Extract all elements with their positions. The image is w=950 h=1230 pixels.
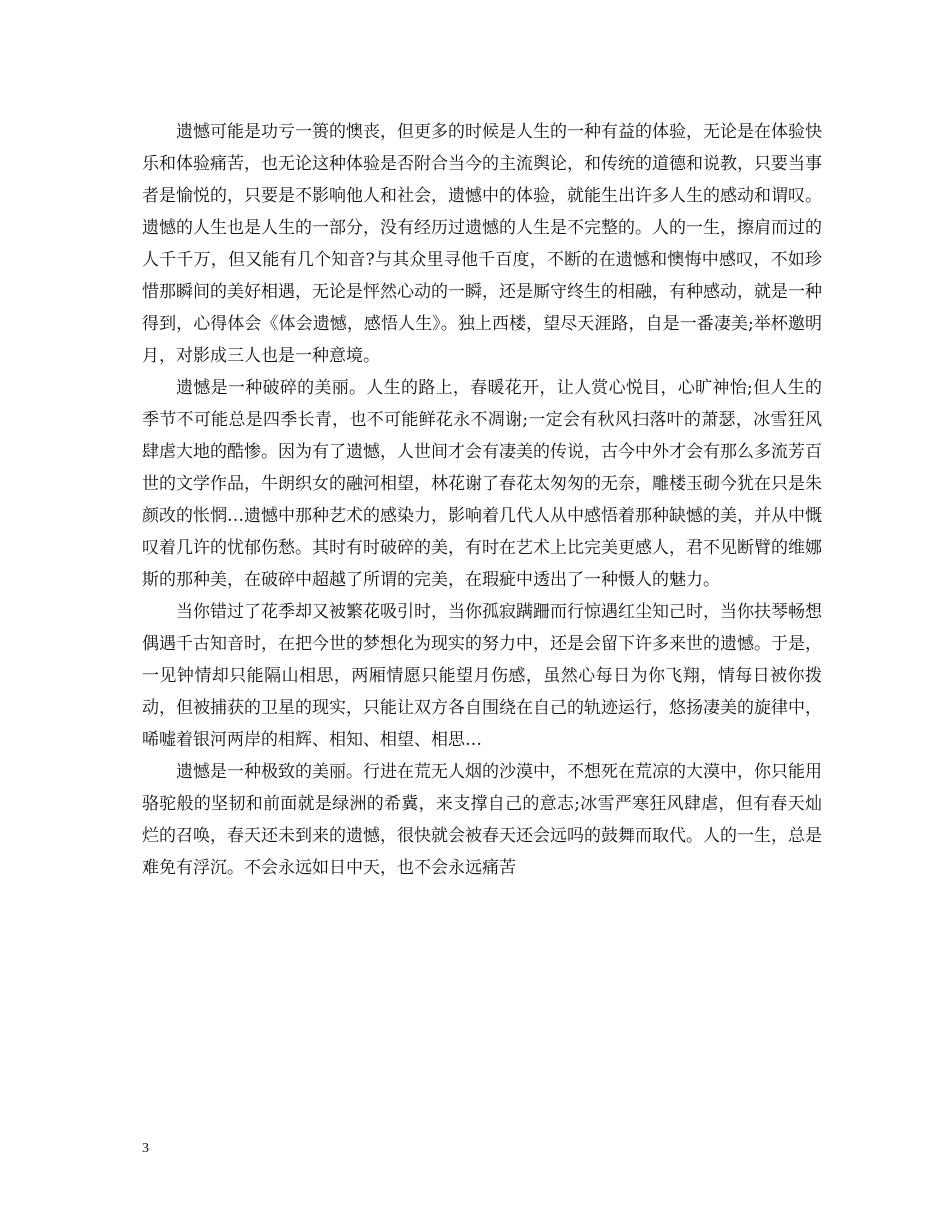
paragraph-3: 当你错过了花季却又被繁花吸引时，当你孤寂蹒跚而行惊遇红尘知己时，当你扶琴畅想偶遇千古知音时，在把今世的梦想化为现实的努力中，还是会留下许多来世的遗憾。于是，一见钟情却只能隔山相思，两厢情愿只能望月伤感，虽然心每日为你飞翔，情每日被你拨动，但被捕获的卫星的现实，只能让双方各自围绕在自己的轨迹运行，悠扬凄美的旋律中，唏嘘着银河两岸的相辉、相知、相望、相思… [142, 602, 822, 750]
document-body [142, 116, 822, 884]
paragraph-2: 遗憾是一种破碎的美丽。人生的路上，春暖花开，让人赏心悦目，心旷神怡;但人生的季节不可能总是四季长青，也不可能鲜花永不凋谢;一定会有秋风扫落叶的萧瑟，冰雪狂风肆虐大地的酷惨。因为有了遗憾，人世间才会有凄美的传说，古今中外才会有那么多流芳百世的文学作品，牛朗织女的融河相望，林花谢了春花太匆匆的无奈，雕楼玉砌今犹在只是朱颜改的怅惘…遗憾中那种艺术的感染力，影响着几代人从中感悟着那种缺憾的美，并从中慨叹着几许的忧郁伤愁。其时有时破碎的美，有时在艺术上比完美更感人，君不见断臂的维娜斯的那种美，在破碎中超越了所谓的完美，在瑕疵中透出了一种慑人的魅力。 [142, 378, 822, 590]
page-number: 3 [142, 1141, 149, 1156]
paragraph-1: 遗憾可能是功亏一篑的懊丧，但更多的时候是人生的一种有益的体验，无论是在体验快乐和体验痛苦，也无论这种体验是否附合当今的主流舆论，和传统的道德和说教，只要当事者是愉悦的，只要是不影响他人和社会，遗憾中的体验，就能生出许多人生的感动和谓叹。遗憾的人生也是人生的一部分，没有经历过遗憾的人生是不完整的。人的一生，擦肩而过的人千千万，但又能有几个知音?与其众里寻他千百度，不断的在遗憾和懊悔中感叹，不如珍惜那瞬间的美好相遇，无论是怦然心动的一瞬，还是厮守终生的相融，有种感动，就是一种得到，心得体会《体会遗憾，感悟人生》。独上西楼，望尽天涯路，自是一番凄美;举杯邀明月，对影成三人也是一种意境。 [142, 122, 822, 366]
paragraph-4: 遗憾是一种极致的美丽。行进在荒无人烟的沙漠中，不想死在荒凉的大漠中，你只能用骆驼般的坚韧和前面就是绿洲的希冀，来支撑自己的意志;冰雪严寒狂风肆虐，但有春天灿烂的召唤，春天还未到来的遗憾，很快就会被春天还会远吗的鼓舞而取代。人的一生，总是难免有浮沉。不会永远如日中天，也不会永远痛苦 [142, 762, 822, 878]
